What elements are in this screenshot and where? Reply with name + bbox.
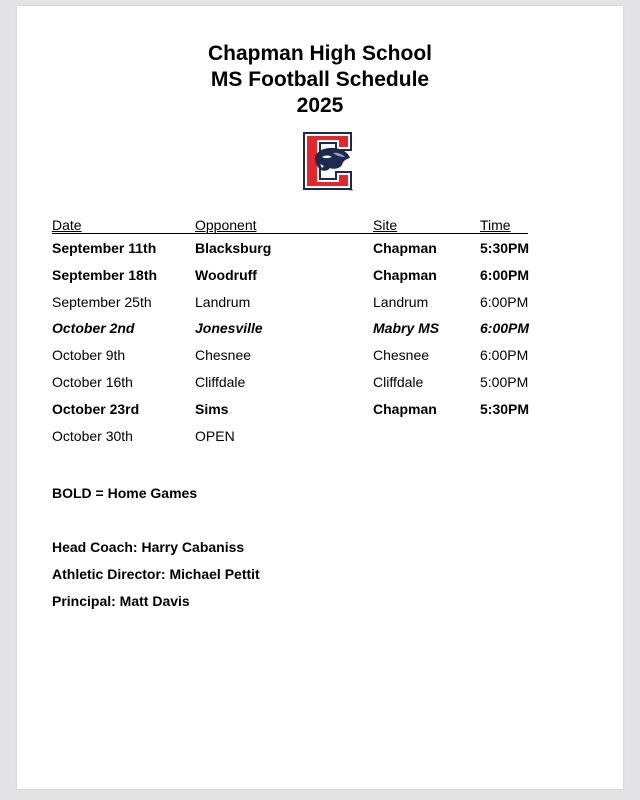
schedule-title: MS Football Schedule	[210, 68, 430, 91]
schedule-year: 2025	[296, 94, 344, 117]
chapman-c-logo	[302, 130, 356, 192]
header-time: Time	[480, 217, 511, 233]
schedule-row	[52, 341, 528, 368]
cell-time: 5:30PM	[480, 240, 530, 256]
schedule-row	[52, 234, 528, 261]
cell-date: October 23rd	[52, 400, 140, 417]
cell-site: Chapman	[373, 400, 437, 417]
schedule-table	[52, 215, 528, 448]
cell-time: 6:00PM	[480, 347, 529, 364]
cell-opponent: Jonesville	[195, 320, 263, 337]
title-block	[0, 41, 640, 119]
cell-date: October 16th	[52, 373, 133, 390]
cell-time: 5:30PM	[480, 400, 530, 417]
cell-opponent: Chesnee	[195, 347, 252, 364]
cell-site: Chesnee	[373, 347, 430, 364]
cell-date: September 11th	[52, 240, 157, 256]
cell-opponent: Blacksburg	[195, 240, 272, 256]
schedule-row	[52, 288, 528, 315]
schedule-row	[52, 368, 528, 395]
cell-time: 6:00PM	[480, 266, 530, 283]
trademark-mark: TM	[348, 188, 353, 192]
cell-time: 5:00PM	[480, 373, 529, 390]
cell-date: October 2nd	[52, 320, 135, 337]
head-coach: Head Coach: Harry Cabaniss	[52, 539, 245, 555]
header-site: Site	[373, 217, 398, 233]
cell-opponent: Landrum	[195, 293, 251, 310]
school-name: Chapman High School	[207, 42, 432, 65]
cell-time: 6:00PM	[480, 320, 530, 337]
cell-site: Chapman	[373, 240, 437, 256]
cell-date: September 18th	[52, 266, 158, 283]
schedule-rows	[52, 234, 528, 448]
cell-time: 6:00PM	[480, 293, 529, 310]
cell-opponent: OPEN	[195, 427, 235, 444]
cell-opponent: Sims	[195, 400, 229, 417]
schedule-row	[52, 314, 528, 341]
schedule-header-row	[52, 215, 528, 234]
athletic-director: Athletic Director: Michael Pettit	[52, 566, 260, 582]
schedule-row	[52, 261, 528, 288]
cell-site: Chapman	[373, 266, 437, 283]
cell-site: Cliffdale	[373, 373, 424, 390]
header-date: Date	[52, 217, 82, 233]
schedule-row	[52, 395, 528, 422]
panther-head-icon	[315, 148, 350, 171]
header-opponent: Opponent	[195, 217, 257, 233]
cell-opponent: Woodruff	[195, 266, 257, 283]
cell-site: Landrum	[373, 293, 429, 310]
principal: Principal: Matt Davis	[52, 593, 190, 609]
home-games-legend: BOLD = Home Games	[52, 485, 198, 501]
cell-opponent: Cliffdale	[195, 373, 246, 390]
cell-date: October 9th	[52, 347, 126, 364]
cell-date: October 30th	[52, 427, 133, 444]
cell-site: Mabry MS	[373, 320, 440, 337]
schedule-row	[52, 422, 528, 449]
cell-date: September 25th	[52, 293, 152, 310]
